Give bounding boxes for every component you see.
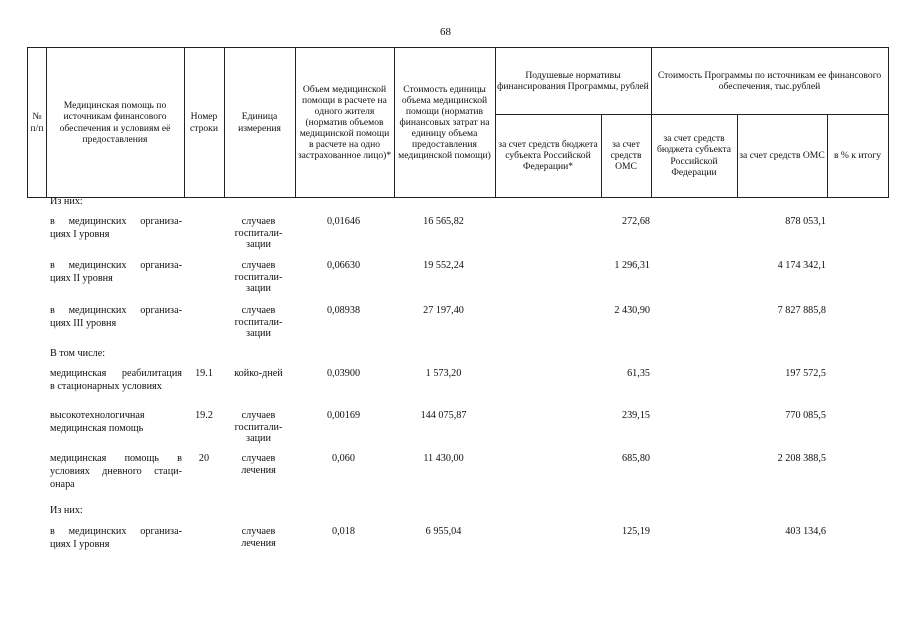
- header-row-no: Номер строки: [190, 111, 218, 134]
- row-per-capita-oms: 685,80: [621, 453, 650, 464]
- row-program-oms: 197 572,5: [785, 368, 826, 379]
- row-label: [50, 368, 182, 394]
- row-label-line: циях III уровня: [50, 317, 117, 329]
- row-cost-unit: 1 573,20: [425, 368, 462, 379]
- row-per-capita-oms: 1 296,31: [614, 260, 650, 271]
- row-label: [50, 410, 182, 436]
- row-unit: [223, 410, 294, 445]
- header-program-budget: за счет средств бюджета субъекта Российской Федерации: [657, 133, 731, 178]
- row-unit-line: случаев: [241, 260, 276, 271]
- row-unit-line: госпитали-: [234, 316, 283, 328]
- row-cost-unit: 11 430,00: [423, 453, 464, 464]
- row-label-line: циях II уровня: [50, 272, 113, 284]
- header-program-cost: Стоимость Программы по источникам ее финансового обеспечения, тыс.рублей: [657, 69, 882, 92]
- page-number: 68: [440, 26, 451, 38]
- row-program-oms: 878 053,1: [785, 216, 826, 227]
- row-label-line: в медицинских организа-: [50, 216, 182, 227]
- row-unit-line: зации: [246, 239, 271, 251]
- row-label-line: в медицинских организа-: [50, 305, 182, 316]
- row-label-line: медицинская помощь: [50, 422, 144, 434]
- row-label: [50, 305, 182, 331]
- row-label-line: медицинская реабилитация: [50, 368, 182, 379]
- header-assistance: Медицинская помощь по источникам финансового обеспечения и условиям её предоставления: [59, 100, 171, 145]
- row-unit-line: зации: [246, 433, 271, 445]
- header-program-oms: за счет средств ОМС: [739, 149, 825, 161]
- row-unit: [223, 305, 294, 340]
- row-unit-line: случаев: [241, 453, 276, 464]
- row-cost-unit: 144 075,87: [420, 410, 467, 421]
- row-unit: [223, 453, 294, 476]
- row-unit-line: госпитали-: [234, 421, 283, 433]
- row-label-line: в медицинских организа-: [50, 260, 182, 271]
- row-number: 20: [198, 453, 210, 464]
- row-volume: 0,08938: [326, 305, 361, 316]
- row-unit-line: койко-дней: [234, 368, 283, 379]
- row-unit-line: лечения: [241, 464, 276, 476]
- row-unit-line: случаев: [241, 305, 276, 316]
- table-header: [27, 47, 889, 198]
- row-per-capita-oms: 239,15: [621, 410, 650, 421]
- row-unit-line: случаев: [241, 410, 276, 421]
- section-label: В том числе:: [50, 348, 106, 359]
- section-label: Из них:: [50, 196, 83, 207]
- row-program-oms: 770 085,5: [785, 410, 826, 421]
- row-program-oms: 4 174 342,1: [777, 260, 826, 271]
- row-label-line: циях I уровня: [50, 228, 110, 240]
- row-volume: 0,00169: [326, 410, 361, 421]
- row-number: 19.1: [195, 368, 213, 379]
- row-volume: 0,018: [332, 526, 355, 537]
- row-label-line: медицинская помощь в: [50, 453, 182, 464]
- header-per-capita-oms: за счет средств ОМС: [610, 138, 642, 173]
- row-label: [50, 260, 182, 286]
- row-cost-unit: 27 197,40: [423, 305, 464, 316]
- row-unit: [223, 260, 294, 295]
- row-per-capita-oms: 125,19: [621, 526, 650, 537]
- row-unit-line: зации: [246, 328, 271, 340]
- row-unit-line: госпитали-: [234, 227, 283, 239]
- row-per-capita-oms: 2 430,90: [614, 305, 650, 316]
- row-label-line: циях I уровня: [50, 538, 110, 550]
- row-unit-line: зации: [246, 283, 271, 295]
- row-cost-unit: 6 955,04: [425, 526, 462, 537]
- row-label-line: онара: [50, 478, 75, 490]
- row-label: [50, 526, 182, 552]
- row-label-line: высокотехнологичная: [50, 410, 145, 421]
- row-volume: 0,06630: [326, 260, 361, 271]
- row-unit-line: госпитали-: [234, 271, 283, 283]
- header-program-pct: в % к итогу: [833, 149, 882, 161]
- row-label-line: в медицинских организа-: [50, 526, 182, 537]
- row-cost-unit: 16 565,82: [423, 216, 464, 227]
- row-volume: 0,01646: [326, 216, 361, 227]
- row-label: [50, 453, 182, 491]
- row-unit-line: случаев: [241, 526, 276, 537]
- row-volume: 0,060: [332, 453, 355, 464]
- row-per-capita-oms: 272,68: [621, 216, 650, 227]
- row-program-oms: 7 827 885,8: [777, 305, 826, 316]
- section-label: Из них:: [50, 505, 83, 516]
- row-program-oms: 403 134,6: [785, 526, 826, 537]
- row-unit: [223, 216, 294, 251]
- row-program-oms: 2 208 388,5: [777, 453, 826, 464]
- header-cost-unit: Стоимость единицы объема медицинской помощи (норматив финансовых затрат на единицу объема предоставления медицинской помощи): [398, 83, 491, 162]
- header-num: № п/п: [30, 111, 44, 134]
- row-unit: [223, 368, 294, 380]
- row-unit-line: лечения: [241, 537, 276, 549]
- header-per-capita: Подушевые нормативы финансирования Программы, рублей: [497, 69, 649, 92]
- row-per-capita-oms: 61,35: [627, 368, 650, 379]
- row-unit-line: случаев: [241, 216, 276, 227]
- row-unit: [223, 526, 294, 549]
- row-cost-unit: 19 552,24: [423, 260, 464, 271]
- row-label: [50, 216, 182, 242]
- header-volume: Объем медицинской помощи в расчете на одного жителя (норматив объемов медицинской помощи в расчете на одно застрахованное лицо)*: [297, 83, 392, 162]
- row-label-line: в стационарных условиях: [50, 380, 162, 392]
- header-per-capita-budget: за счет средств бюджета субъекта Российской Федерации*: [498, 138, 598, 173]
- row-volume: 0,03900: [326, 368, 361, 379]
- row-label-line: условиях дневного стаци-: [50, 465, 182, 477]
- header-unit: Единица измерения: [238, 111, 281, 134]
- row-number: 19.2: [195, 410, 213, 421]
